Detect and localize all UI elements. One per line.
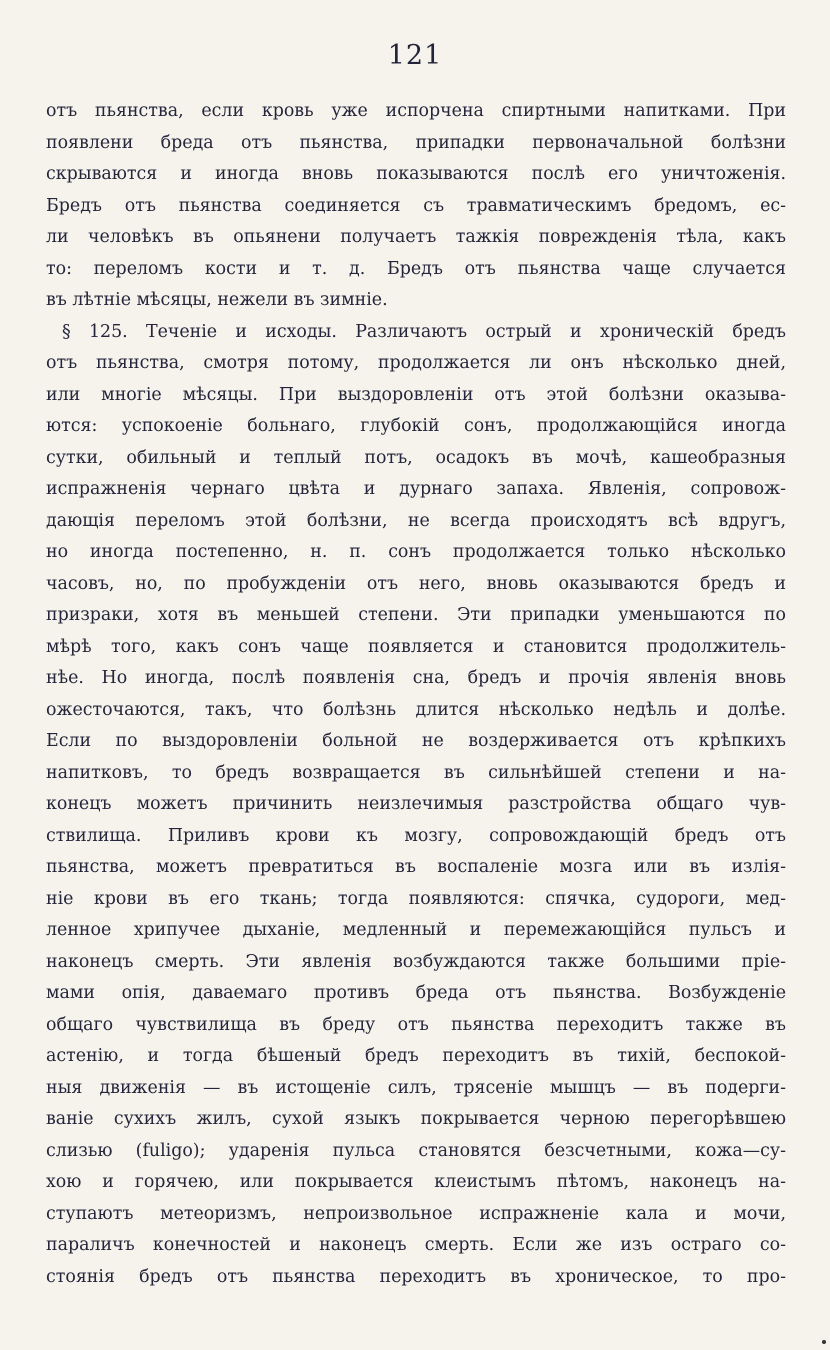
- text-line: ются: успокоеніе больнаго, глубокій сонъ, продолжающійся иногда: [46, 416, 786, 436]
- text-line: отъ пьянства, если кровь уже испорчена спиртными напитками. При: [46, 101, 786, 121]
- text-line: дающія переломъ этой болѣзни, не всегда происходятъ всѣ вдругъ,: [46, 510, 786, 531]
- text-line: ступаютъ метеоризмъ, непроизвольное испражненіе кала и мочи,: [46, 1203, 786, 1224]
- text-line: Если по выздоровленіи больной не воздерживается отъ крѣпкихъ: [46, 731, 786, 751]
- text-line: ли человѣкъ въ опьянени получаетъ тажкія поврежденія тѣла, какъ: [46, 227, 786, 247]
- text-line: ніе крови въ его ткань; тогда появляются: спячка, судороги, мед-: [46, 888, 786, 909]
- text-line: параличъ конечностей и наконецъ смерть. Если же изъ остраго со-: [46, 1235, 786, 1255]
- text-line: въ лѣтніе мѣсяцы, нежели въ зимніе.: [46, 290, 388, 310]
- text-line: ленное хрипучее дыханіе, медленный и перемежающійся пульсъ и: [46, 920, 786, 940]
- text-line: ожесточаются, такъ, что болѣзнь длится нѣсколько недѣль и долѣе.: [46, 699, 786, 720]
- text-line: сутки, обильный и теплый потъ, осадокъ въ мочѣ, кашеобразныя: [46, 447, 786, 468]
- text-line: появлени бреда отъ пьянства, припадки первоначальной болѣзни: [46, 132, 786, 153]
- text-line: призраки, хотя въ меньшей степени. Эти припадки уменьшаются по: [46, 605, 786, 625]
- page-number: 121: [387, 40, 443, 71]
- text-line: то: переломъ кости и т. д. Бредъ отъ пьянства чаще случается: [46, 258, 786, 279]
- text-line: мѣрѣ того, какъ сонъ чаще появляется и становится продолжитель-: [46, 636, 786, 657]
- text-line: астенію, и тогда бѣшеный бредъ переходитъ въ тихій, беспокой-: [46, 1046, 786, 1066]
- text-line: испражненія чернаго цвѣта и дурнаго запаха. Явленія, сопровож-: [46, 479, 786, 499]
- text-line: конецъ можетъ причинить неизлечимыя разстройства общаго чув-: [46, 794, 786, 814]
- text-line: отъ пьянства, смотря потому, продолжается ли онъ нѣсколько дней,: [46, 353, 786, 373]
- text-line: общаго чувствилища въ бреду отъ пьянства переходитъ также въ: [46, 1014, 786, 1035]
- text-line: ствилища. Приливъ крови къ мозгу, сопровождающій бредъ отъ: [46, 825, 786, 846]
- text-line: нѣе. Но иногда, послѣ появленія сна, бредъ и прочія явленія вновь: [46, 668, 786, 688]
- text-line: пьянства, можетъ превратиться въ воспаленіе мозга или въ излія-: [46, 857, 786, 877]
- text-line: скрываются и иногда вновь показываются послѣ его уничтоженія.: [46, 164, 786, 184]
- body-text: [46, 96, 786, 1293]
- text-line: мами опія, даваемаго противъ бреда отъ пьянства. Возбужденіе: [46, 983, 786, 1003]
- text-line: наконецъ смерть. Эти явленія возбуждаются также большими пріе-: [46, 951, 786, 972]
- text-line: Бредъ отъ пьянства соединяется съ травматическимъ бредомъ, ес-: [46, 195, 786, 216]
- text-line: но иногда постепенно, н. п. сонъ продолжается только нѣсколько: [46, 542, 786, 562]
- text-line: хою и горячею, или покрывается клеистымъ пѣтомъ, наконецъ на-: [46, 1172, 786, 1192]
- print-speck: [822, 1340, 826, 1344]
- text-line: слизью (fuligo); ударенія пульса становятся безсчетными, кожа—су-: [46, 1140, 786, 1161]
- section-heading-line: § 125. Теченіе и исходы. Различаютъ острый и хроническій бредъ: [62, 321, 786, 342]
- text-line: стоянія бредъ отъ пьянства переходитъ въ хроническое, то про-: [46, 1266, 786, 1287]
- text-line: напитковъ, то бредъ возвращается въ сильнѣйшей степени и на-: [46, 762, 786, 783]
- text-line: ныя движенія — въ истощеніе силъ, трясеніе мышцъ — въ подерги-: [46, 1077, 786, 1098]
- text-line: или многіе мѣсяцы. При выздоровленіи отъ этой болѣзни оказыва-: [46, 384, 786, 405]
- text-line: ваніе сухихъ жилъ, сухой языкъ покрывается черною перегорѣвшею: [46, 1109, 786, 1129]
- text-line: часовъ, но, по пробужденіи отъ него, вновь оказываются бредъ и: [46, 573, 786, 594]
